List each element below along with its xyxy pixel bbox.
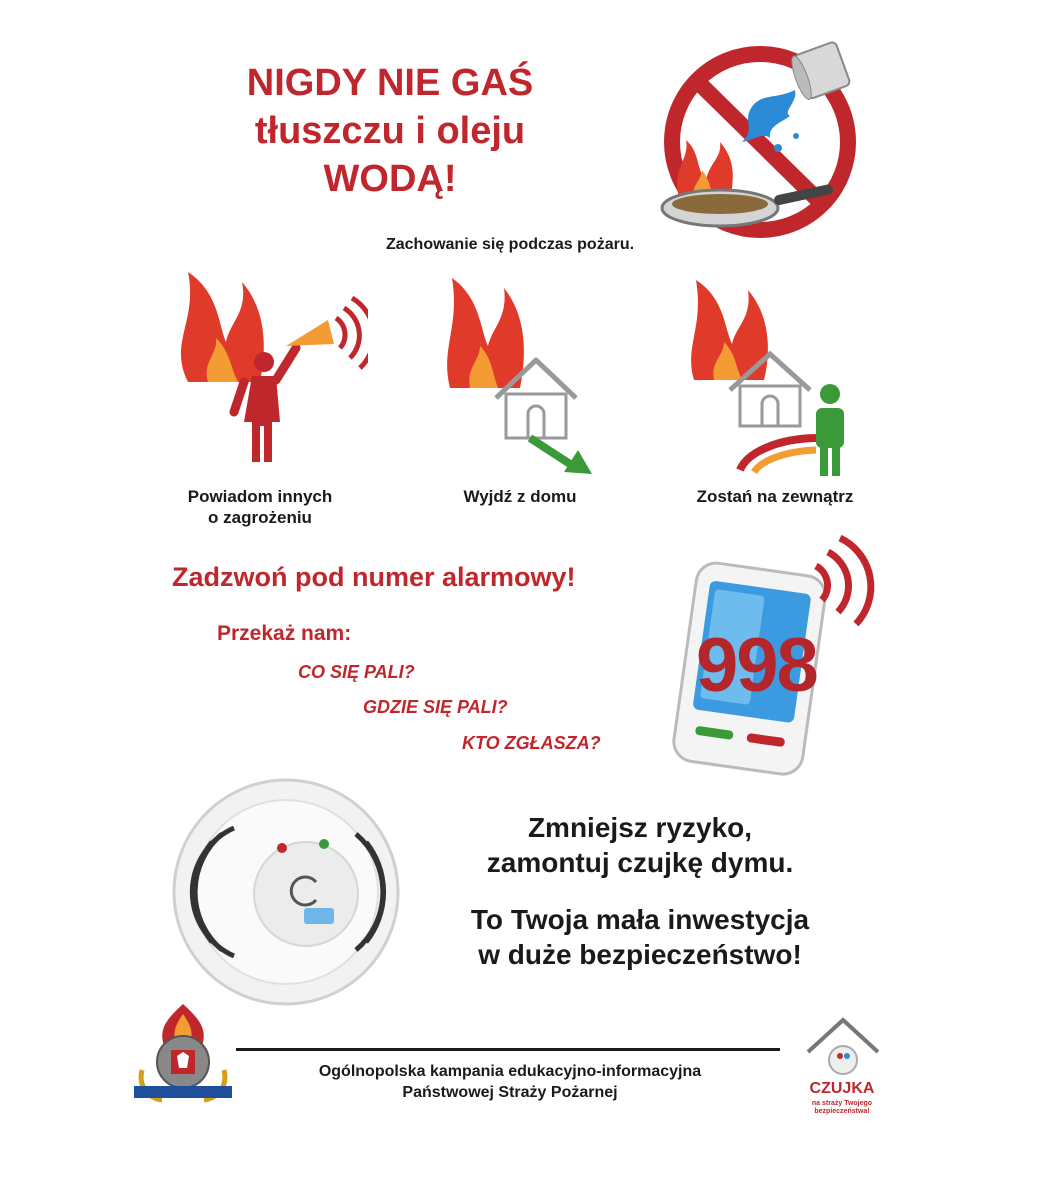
question-where: GDZIE SIĘ PALI? xyxy=(363,697,508,717)
czujka-logo-tagline: na straży Twojego bezpieczeństwa! xyxy=(811,1100,873,1115)
detector-text-block-1: Zmniejsz ryzyko, zamontuj czujkę dymu. xyxy=(486,812,794,878)
step-caption-stay-outside: Zostań na zewnątrz xyxy=(696,487,854,506)
smoke-detector-icon xyxy=(166,772,406,1012)
person-megaphone-fire-icon xyxy=(168,262,368,482)
headline-line-2: tłuszczu i oleju xyxy=(254,110,526,152)
headline-line-1: NIGDY NIE GAŚ xyxy=(246,62,534,104)
section-subtitle: Zachowanie się podczas pożaru. xyxy=(385,236,635,253)
emergency-number: 998 xyxy=(696,623,817,708)
footer-divider xyxy=(236,1048,780,1051)
question-what: CO SIĘ PALI? xyxy=(298,662,415,682)
no-water-on-oil-icon xyxy=(650,30,870,240)
step-caption-notify: Powiadom innych o zagrożeniu xyxy=(187,487,333,528)
czujka-logo-name: CZUJKA xyxy=(809,1080,875,1097)
step-caption-exit: Wyjdź z domu xyxy=(463,487,577,506)
czujka-logo-house-icon xyxy=(800,1012,886,1082)
emergency-title: Zadzwoń pod numer alarmowy! xyxy=(172,562,576,592)
footer-text: Ogólnopolska kampania edukacyjno-informacyjna Państwowej Straży Pożarnej xyxy=(318,1063,702,1101)
detector-text-block-2: To Twoja mała inwestycja w duże bezpieczeństwo! xyxy=(470,904,810,970)
emergency-instruction: Przekaż nam: xyxy=(217,622,352,645)
house-person-outside-icon xyxy=(684,270,864,485)
house-fire-exit-arrow-icon xyxy=(440,268,610,483)
fire-service-emblem-logo xyxy=(128,1000,238,1110)
question-who: KTO ZGŁASZA? xyxy=(462,733,601,753)
headline-line-3: WODĄ! xyxy=(323,158,457,200)
